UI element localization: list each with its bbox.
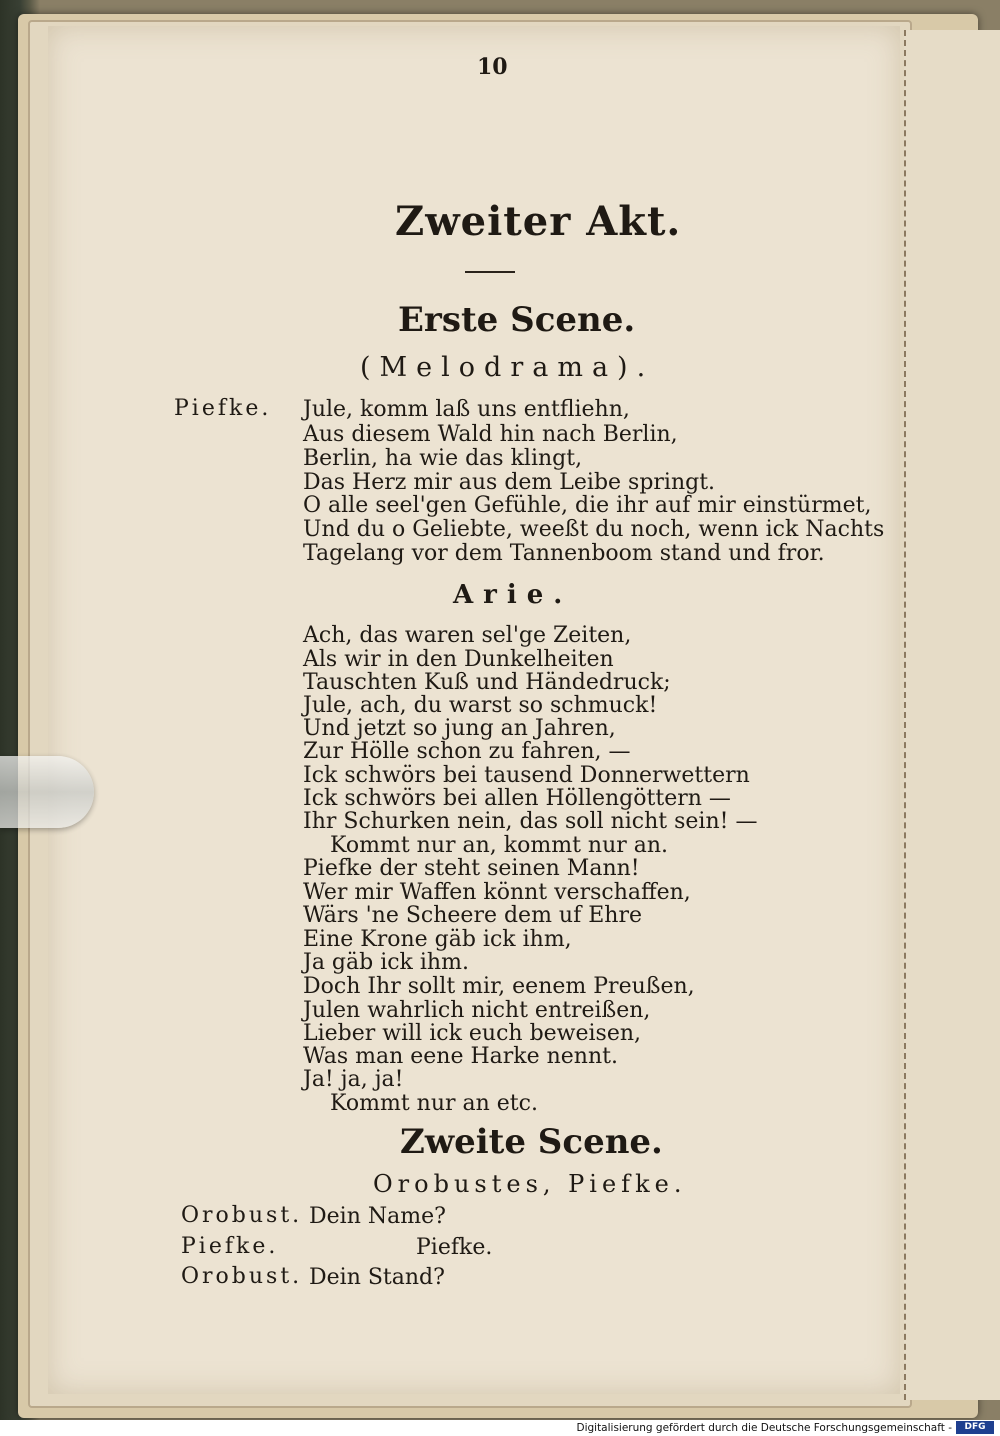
arie-line: Als wir in den Dunkelheiten	[303, 647, 614, 672]
arie-line: Ja gäb ick ihm.	[303, 950, 469, 975]
arie-line: Ach, das waren sel'ge Zeiten,	[303, 623, 632, 648]
arie-line: Und jetzt so jung an Jahren,	[303, 716, 616, 741]
arie-title: Arie.	[453, 580, 573, 610]
arie-line: Kommt nur an, kommt nur an.	[330, 833, 669, 858]
scene-2-title: Zweite Scene.	[400, 1122, 663, 1162]
verse-line: Tagelang vor dem Tannenboom stand und fror.	[303, 541, 825, 566]
arie-line: Julen wahrlich nicht entreißen,	[303, 998, 651, 1023]
arie-line: Doch Ihr sollt mir, eenem Preußen,	[303, 974, 695, 999]
arie-line: Zur Hölle schon zu fahren, —	[303, 739, 631, 764]
arie-line: Jule, ach, du warst so schmuck!	[303, 693, 658, 718]
scene-2-persons: Orobustes, Piefke.	[373, 1170, 687, 1198]
arie-line: Lieber will ick euch beweisen,	[303, 1021, 642, 1046]
speaker-label: Orobust.	[181, 1203, 303, 1228]
verse-line: Aus diesem Wald hin nach Berlin,	[303, 422, 678, 447]
verse-line: O alle seel'gen Gefühle, die ihr auf mir einstürmet,	[303, 493, 872, 518]
arie-line: Ja! ja, ja!	[303, 1067, 404, 1092]
arie-line: Eine Krone gäb ick ihm,	[303, 927, 572, 952]
arie-line: Wer mir Waffen könnt verschaffen,	[303, 880, 691, 905]
dialogue-line: Dein Name?	[309, 1204, 446, 1229]
arie-line: Kommt nur an etc.	[330, 1091, 538, 1116]
arie-line: Ihr Schurken nein, das soll nicht sein! —	[303, 809, 758, 834]
dialogue-line: Dein Stand?	[309, 1265, 445, 1290]
title-divider	[465, 271, 515, 273]
funding-notice: Digitalisierung gefördert durch die Deutsche Forschungsgemeinschaft -	[576, 1422, 952, 1434]
verse-line: Und du o Geliebte, weeßt du noch, wenn ick Nachts	[303, 517, 885, 542]
arie-line: Ick schwörs bei tausend Donnerwettern	[303, 763, 750, 788]
arie-line: Was man eene Harke nennt.	[303, 1044, 618, 1069]
verse-line: Das Herz mir aus dem Leibe springt.	[303, 470, 716, 495]
arie-line: Piefke der steht seinen Mann!	[303, 856, 640, 881]
speaker-label: Orobust.	[181, 1264, 303, 1289]
speaker-label: Piefke.	[174, 396, 272, 421]
act-title: Zweiter Akt.	[395, 198, 682, 245]
page-number: 10	[477, 54, 508, 80]
scene-1-title: Erste Scene.	[398, 300, 636, 340]
dfg-logo: DFG	[956, 1421, 994, 1434]
facing-page	[904, 30, 1000, 1400]
arie-line: Tauschten Kuß und Händedruck;	[303, 670, 671, 695]
plastic-clip	[0, 756, 94, 828]
verse-line: Berlin, ha wie das klingt,	[303, 446, 583, 471]
dialogue-line: Piefke.	[416, 1235, 493, 1260]
arie-line: Wärs 'ne Scheere dem uf Ehre	[303, 903, 643, 928]
arie-line: Ick schwörs bei allen Höllengöttern —	[303, 786, 731, 811]
scene-1-subtitle: (Melodrama).	[360, 352, 655, 383]
speaker-label: Piefke.	[181, 1234, 279, 1259]
verse-line: Jule, komm laß uns entfliehn,	[303, 397, 630, 422]
